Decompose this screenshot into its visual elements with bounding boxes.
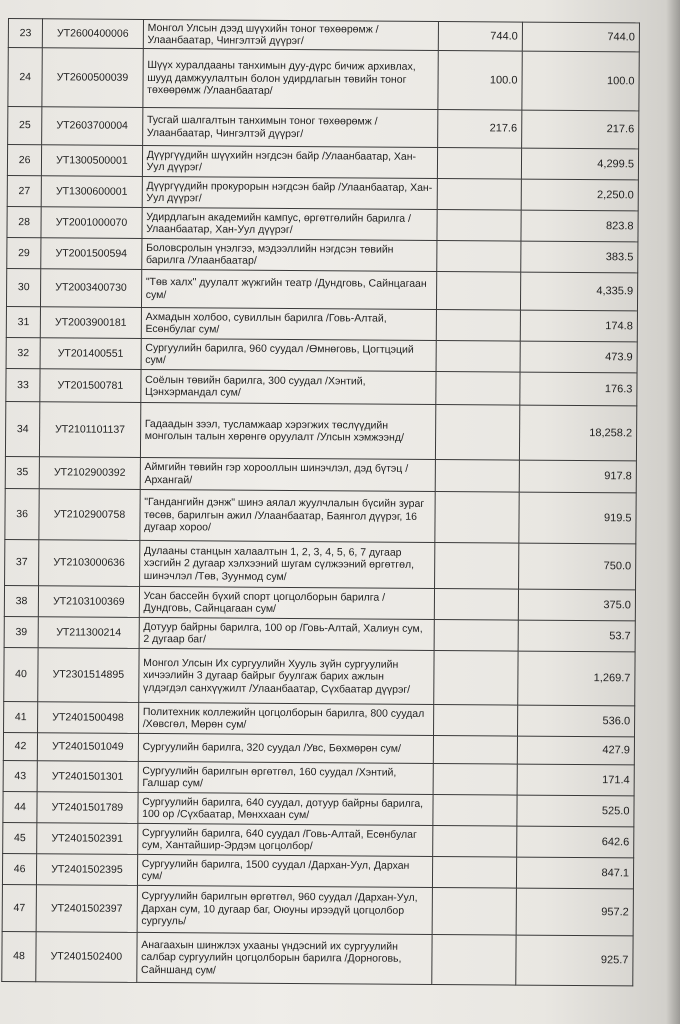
amount-column-2: 53.7	[518, 620, 635, 652]
table-row	[6, 268, 637, 310]
row-number: 24	[8, 48, 43, 107]
amount-column-1	[437, 148, 521, 180]
project-code: УТ2102900392	[39, 457, 140, 490]
project-code: УТ2103100369	[39, 586, 140, 618]
amount-column-1	[436, 371, 520, 405]
row-number: 43	[3, 760, 37, 791]
project-code: УТ2401502395	[37, 854, 138, 886]
amount-column-2: 917.8	[519, 460, 636, 493]
project-code: УТ2401501301	[37, 761, 138, 793]
project-code: УТ1300600001	[41, 176, 142, 208]
row-number: 44	[3, 791, 37, 822]
project-description: Удирдлагын академийн кампус, өргөтгөлийн барилга /Улаанбаатар, Хан-Уул дүүрэг/	[142, 207, 437, 240]
table-row	[5, 488, 636, 543]
amount-column-2: 383.5	[521, 241, 638, 273]
amount-column-1	[437, 210, 521, 242]
project-code: УТ2301514895	[38, 648, 139, 703]
amount-column-1	[437, 240, 521, 272]
table-row	[5, 456, 636, 492]
project-description: Дүүргүүдийн шүүхийн нэгдсэн байр /Улаанбаатар, Хан-Уул дүүрэг/	[142, 145, 437, 178]
amount-column-1	[434, 619, 518, 651]
project-code: УТ2401501049	[38, 733, 139, 762]
amount-column-1	[434, 588, 518, 620]
project-description: Боловсролын үнэлгээ, мэдээллийн нэгдсэн төвийн барилга /Улаанбаатар/	[141, 238, 436, 271]
table-row	[4, 585, 635, 620]
amount-column-2: 642.6	[517, 826, 634, 858]
amount-column-1	[432, 934, 516, 985]
project-description: Дотуур байрны барилга, 100 ор /Говь-Алтай, Халиун сум, 2 дугаар баг/	[139, 617, 434, 650]
project-description: "Төв халх" дуулалт жүжгийн театр /Дундговь, Сайнцагаан сум/	[141, 269, 437, 309]
amount-column-2: 100.0	[522, 51, 640, 111]
amount-column-2: 217.6	[521, 110, 638, 149]
row-number: 32	[6, 337, 40, 368]
row-number: 26	[7, 145, 41, 176]
row-number: 40	[4, 647, 39, 701]
project-code: УТ2401500498	[38, 702, 139, 734]
table-row	[4, 701, 635, 736]
project-description: Сургуулийн барилга, 1500 суудал /Дархан-Уул, Дархан сум/	[137, 854, 432, 887]
row-number: 42	[3, 732, 37, 760]
amount-column-2: 4,335.9	[520, 272, 637, 311]
project-code: УТ2102900758	[39, 489, 140, 541]
table-row	[2, 853, 633, 888]
amount-column-2: 176.3	[520, 372, 637, 406]
row-number: 37	[5, 539, 40, 585]
project-description: "Гандангийн дэнж" шинэ аялал жуулчлалын бүсийн зураг төсөв, барилгын ажил /Улаанбаатар, Баянгол дүүрэг, 16 дугаар хороо/	[140, 489, 436, 542]
amount-column-2: 957.2	[516, 888, 633, 936]
project-code: УТ2600500039	[42, 48, 143, 108]
row-number: 27	[7, 175, 41, 206]
project-description: Сургуулийн барилга, 960 суудал /Өмнөговь, Цогтцэций сум/	[141, 338, 436, 371]
project-code: УТ2001500594	[41, 238, 142, 270]
amount-column-1	[435, 491, 519, 543]
amount-column-1	[435, 404, 519, 460]
amount-column-2: 919.5	[519, 492, 636, 544]
row-number: 47	[2, 884, 37, 931]
table-row	[6, 306, 637, 341]
project-code: УТ2103000636	[39, 540, 140, 587]
row-number: 46	[2, 853, 36, 884]
table-row	[8, 107, 639, 149]
project-description: Дулааны станцын халаалтын 1, 2, 3, 4, 5, 6, 7 дугаар хэсгийн 2 дугаар хэлхээний шугам сүлжээний өргөтгөл, шинэчлэл /Төв, Зуунмод сум/	[139, 540, 435, 588]
project-code: УТ2401502400	[36, 932, 137, 983]
project-description: Сургуулийн барилга, 640 суудал /Говь-Алтай, Есөнбулаг сум, Хантайшир-Эрдэм цогцолбор/	[137, 823, 432, 856]
amount-column-2: 925.7	[516, 935, 633, 986]
amount-column-1	[433, 704, 517, 736]
amount-column-1	[432, 887, 516, 935]
amount-column-1	[435, 459, 519, 492]
project-description: Ахмадын холбоо, сувиллын барилга /Говь-Алтай, Есөнбулаг сум/	[141, 307, 436, 340]
amount-column-1: 217.6	[438, 110, 522, 149]
project-description: Гадаадын зээл, тусламжаар хэрэгжих төслүүдийн монголын талын хөрөнгө оруулалт /Улсын хэмжээнд/	[140, 402, 436, 459]
table-row	[3, 760, 634, 795]
project-description: Монгол Улсын Их сургуулийн Хууль зүйн сургуулийн хичээлийн 3 дугаар байрыг буулгаж барих ажлын үлдэгдэл санхүүжилт /Улаанбаатар, Сүхбаатар дүүрэг/	[138, 648, 434, 704]
amount-column-2: 536.0	[517, 705, 634, 737]
amount-column-2: 171.4	[517, 764, 634, 796]
amount-column-1	[433, 794, 517, 826]
table-row	[3, 732, 634, 764]
amount-column-1	[433, 763, 517, 795]
amount-column-2: 750.0	[518, 543, 635, 590]
page-edge-shadow	[666, 0, 680, 1024]
project-code: УТ2003400730	[41, 269, 142, 308]
project-description: Тусгай шалгалтын танхимын тоног төхөөрөмж /Улаанбаатар, Чингэлтэй дүүрэг/	[142, 107, 438, 147]
amount-column-1: 100.0	[438, 51, 522, 111]
amount-column-1: 744.0	[438, 22, 522, 52]
table-row	[7, 145, 638, 180]
row-number: 38	[4, 585, 38, 616]
table-row	[4, 647, 635, 705]
table-row	[5, 401, 636, 460]
project-description: Дүүргүүдийн прокурорын нэгдсэн байр /Улаанбаатар, Хан-Уул дүүрэг/	[142, 176, 437, 209]
project-code: УТ2001000070	[41, 207, 142, 239]
table-row	[3, 791, 634, 826]
row-number: 39	[4, 616, 38, 647]
amount-column-1	[437, 179, 521, 211]
amount-column-1	[433, 825, 517, 857]
table-row	[8, 48, 639, 111]
amount-column-2: 525.0	[517, 795, 634, 827]
amount-column-2: 4,299.5	[521, 148, 638, 180]
row-number: 31	[6, 306, 40, 337]
budget-table	[1, 18, 640, 986]
project-code: УТ2401502397	[36, 885, 137, 933]
project-code: УТ2600400006	[42, 19, 143, 49]
table-row	[2, 884, 633, 935]
amount-column-2: 174.8	[520, 310, 637, 342]
row-number: 30	[6, 268, 40, 306]
table-row	[8, 19, 639, 52]
row-number: 25	[8, 107, 42, 145]
amount-column-2: 1,269.7	[518, 651, 635, 706]
amount-column-1	[433, 735, 517, 764]
table-row	[7, 237, 638, 272]
table-row	[5, 539, 636, 589]
table-row	[3, 822, 634, 857]
amount-column-2: 744.0	[522, 22, 639, 52]
project-code: УТ1300500001	[42, 145, 143, 177]
amount-column-1	[436, 271, 520, 310]
row-number: 35	[5, 456, 39, 488]
table-row	[7, 206, 638, 241]
row-number: 48	[2, 931, 37, 981]
project-code: УТ201500781	[40, 369, 141, 403]
project-description: Сургуулийн барилга, 640 суудал, дотуур байрны барилга, 100 ор /Сүхбаатар, Мөнххаан сум/	[138, 792, 433, 825]
project-description: Монгол Улсын дээд шүүхийн тоног төхөөрөмж /Улаанбаатар, Чингэлтэй дүүрэг/	[143, 19, 438, 50]
amount-column-2: 2,250.0	[521, 179, 638, 211]
project-description: Сургуулийн барилгын өргөтгөл, 960 суудал /Дархан-Уул, Дархан сум, 10 дугаар баг, Оюуны ирээдүй цогцолбор сургууль/	[137, 885, 433, 934]
row-number: 23	[8, 19, 42, 48]
project-code: УТ2003900181	[40, 307, 141, 339]
amount-column-2: 375.0	[518, 589, 635, 621]
row-number: 29	[7, 237, 41, 268]
amount-column-2: 847.1	[516, 857, 633, 889]
row-number: 41	[4, 701, 38, 732]
project-code: УТ201400551	[40, 338, 141, 370]
project-code: УТ2603700004	[42, 107, 143, 146]
project-description: Анагаахын шинжлэх ухааны үндэсний их сургуулийн салбар сургуулийн цогцолборын барилга /Дорноговь, Сайншанд сум/	[136, 932, 432, 984]
row-number: 34	[5, 401, 40, 456]
row-number: 36	[5, 488, 40, 539]
amount-column-1	[436, 340, 520, 372]
amount-column-1	[432, 856, 516, 888]
project-code: УТ211300214	[38, 617, 139, 649]
amount-column-1	[436, 309, 520, 341]
amount-column-2: 18,258.2	[519, 405, 636, 461]
project-description: Шүүх хуралдааны танхимын дуу-дүрс бичиж архивлах, шууд дамжуулалтын болон удирдлагын төвийн тоног төхөөрөмж /Улаанбаатар/	[143, 48, 439, 109]
table-row	[6, 337, 637, 372]
project-description: Аймгийн төвийн гэр хорооллын шинэчлэл, дэд бүтэц /Архангай/	[140, 457, 435, 491]
row-number: 45	[3, 822, 37, 853]
table-body	[2, 19, 640, 986]
table-row	[2, 931, 633, 985]
amount-column-2: 427.9	[517, 736, 634, 765]
amount-column-1	[434, 542, 518, 589]
amount-column-2: 823.8	[521, 210, 638, 242]
project-code: УТ2101101137	[40, 402, 141, 458]
project-description: Соёлын төвийн барилга, 300 суудал /Хэнтий, Цэнхэрмандал сум/	[141, 369, 437, 404]
project-description: Политехник коллежийн цогцолборын барилга, 800 суудал /Хөвсгөл, Мөрөн сум/	[138, 702, 433, 735]
project-description: Сургуулийн барилгын өргөтгөл, 160 суудал /Хэнтий, Галшар сум/	[138, 761, 433, 794]
amount-column-2: 473.9	[520, 341, 637, 373]
amount-column-1	[434, 650, 518, 705]
table-row	[6, 368, 637, 405]
project-code: УТ2401501789	[37, 792, 138, 824]
project-description: Усан бассейн бүхий спорт цогцолборын барилга /Дундговь, Сайнцагаан сум/	[139, 586, 434, 619]
project-description: Сургуулийн барилга, 320 суудал /Увс, Бөхмөрөн сум/	[138, 733, 433, 763]
row-number: 28	[7, 206, 41, 237]
project-code: УТ2401502391	[37, 823, 138, 855]
table-row	[4, 616, 635, 651]
row-number: 33	[6, 368, 40, 401]
table-row	[7, 175, 638, 210]
